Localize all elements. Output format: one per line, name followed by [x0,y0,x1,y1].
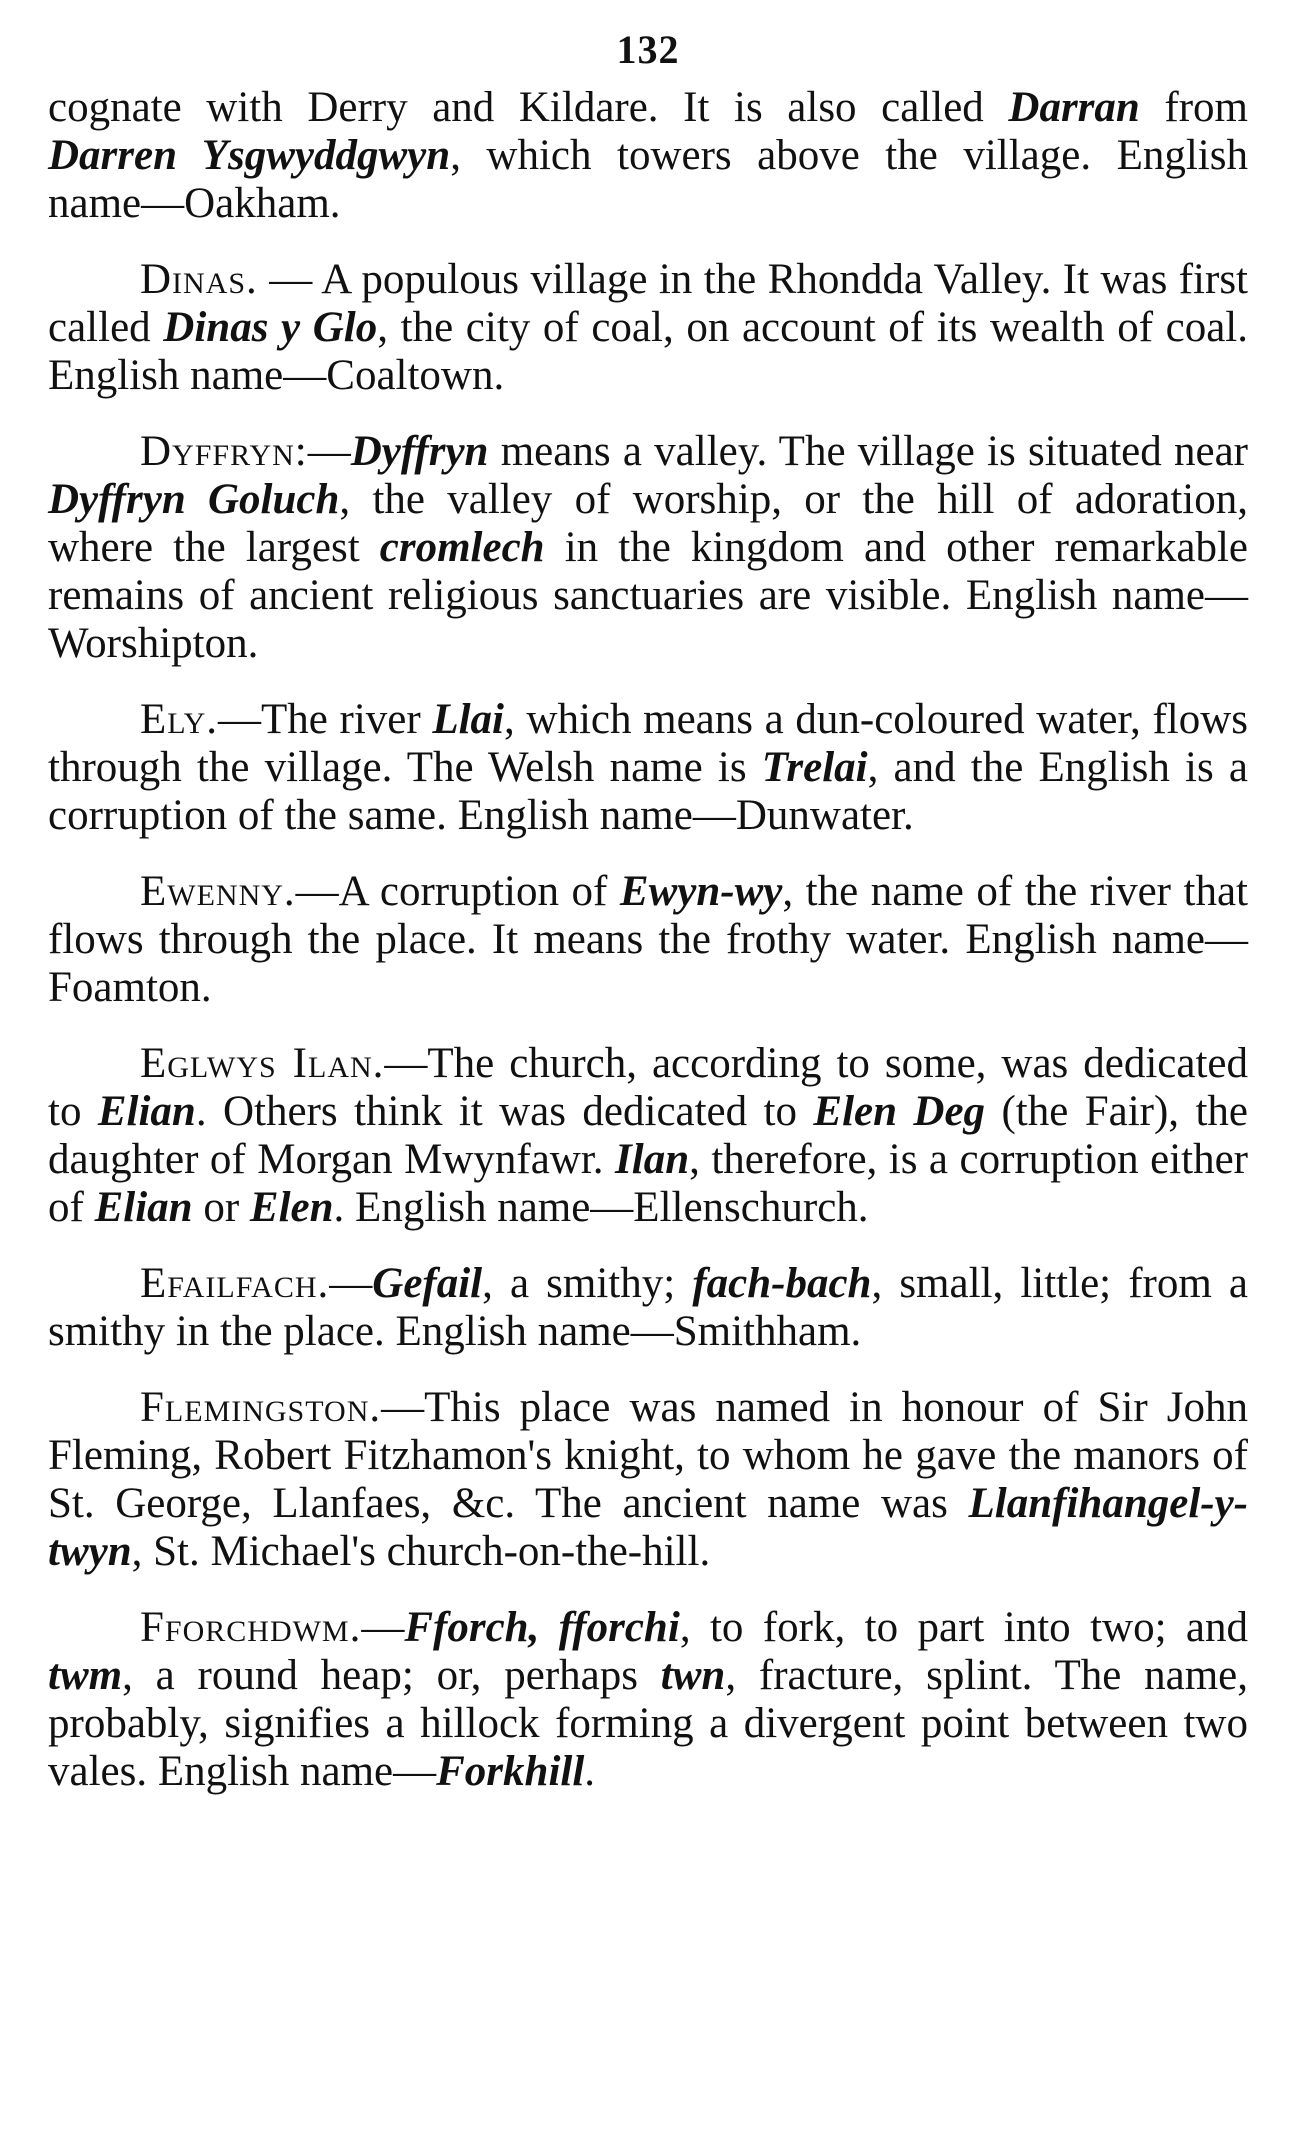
body-text: , the name of the river that flows through the place. It means the frothy water. English name—Foamton. [48,868,1249,1011]
book-page [48,22,1248,1796]
italic-term: Elian [97,1088,196,1135]
page-number: 132 [616,27,680,72]
body-text: or [192,1184,250,1231]
italic-term: Elen Deg [813,1088,986,1135]
body-text: , the valley of worship, or the hill of adoration, where the largest [48,476,1248,571]
body-text: . English name—Ellenschurch. [333,1184,869,1231]
body-text: — [329,1260,373,1307]
body-text: — [307,428,351,475]
body-text: —This place was named in honour of Sir John Fleming, Robert Fitzhamon's knight, to whom he gave the manors of St. George, Llanfaes, &c. The ancient name was [48,1384,1248,1527]
italic-term: Dyffryn [350,428,489,475]
italic-term: cromlech [379,524,545,571]
entry-dyffryn [48,428,1248,668]
italic-term: Ewyn-wy [619,868,783,915]
body-text: means a valley. The village is situated near [488,428,1248,475]
italic-term: Dyffryn Goluch [48,476,340,523]
entry-ely [48,696,1248,840]
body-text: (the Fair), the daughter of Morgan Mwynfawr. [48,1088,1248,1183]
body-text: — [361,1604,405,1651]
body-text: from [1139,84,1249,131]
italic-term: fach-bach [692,1260,872,1307]
italic-term: Trelai [761,744,868,791]
body-text: , the city of coal, on account of its wealth of coal. English name—Coaltown. [48,304,1249,399]
entry-flemingston [48,1384,1248,1576]
body-text: , therefore, is a corruption either of [48,1136,1248,1231]
entry-efailfach [48,1260,1248,1356]
body-text: . Others think it was dedicated to [195,1088,814,1135]
entry-headword: Dinas. [140,256,258,303]
entry-headword: Eglwys Ilan. [140,1040,385,1087]
entry-headword: Ewenny. [140,868,296,915]
body-text: , small, little; from a smithy in the place. English name—Smithham. [48,1260,1248,1355]
italic-term: Elian [94,1184,193,1231]
italic-term: Gefail [372,1260,483,1307]
body-text: , a round heap; or, perhaps [122,1652,661,1699]
entry-headword: Dyffryn: [140,428,308,475]
body-text: , a smithy; [482,1260,693,1307]
italic-term: Llai [432,696,505,743]
body-text: , which means a dun-coloured water, flows through the village. The Welsh name is [48,696,1248,791]
body-text: , fracture, splint. The name, probably, signifies a hillock forming a divergent point between two vales. English name— [48,1652,1248,1795]
italic-term: Darran [1008,84,1140,131]
body-text: —A corruption of [295,868,620,915]
entry-dinas [48,256,1248,400]
italic-term: Fforch, fforchi [404,1604,680,1651]
continuation-paragraph [48,84,1248,228]
italic-term: Llanfihangel-y-twyn [48,1480,1248,1575]
body-text: , and the English is a corruption of the same. English name—Dunwater. [48,744,1248,839]
entry-headword: Ely. [140,696,219,743]
italic-term: Dinas y Glo [163,304,378,351]
body-text: , which towers above the village. English name—Oakham. [48,132,1248,227]
italic-term: Darren Ysgwyddgwyn [48,132,451,179]
body-text: , St. Michael's church-on-the-hill. [131,1528,711,1575]
entry-fforchdwm [48,1604,1248,1796]
body-text: — A populous village in the Rhondda Valley. It was first called [48,256,1248,351]
italic-term: Ilan [615,1136,690,1183]
italic-term: twm [48,1652,123,1699]
italic-term: Elen [249,1184,334,1231]
body-text: —The river [218,696,433,743]
entry-eglwys-ilan [48,1040,1248,1232]
italic-term: twn [660,1652,726,1699]
entry-headword: Fforchdwm. [140,1604,362,1651]
entry-headword: Flemingston. [140,1384,382,1431]
entry-headword: Efailfach. [140,1260,330,1307]
body-text: in the kingdom and other remarkable remains of ancient religious sanctuaries are visible. English name—Worshipton. [48,524,1248,667]
body-text: cognate with Derry and Kildare. It is also called [48,84,1009,131]
entry-ewenny [48,868,1248,1012]
body-text: . [584,1748,596,1795]
body-text: —The church, according to some, was dedicated to [48,1040,1248,1135]
italic-term: Forkhill [436,1748,585,1795]
body-text: , to fork, to part into two; and [679,1604,1249,1651]
